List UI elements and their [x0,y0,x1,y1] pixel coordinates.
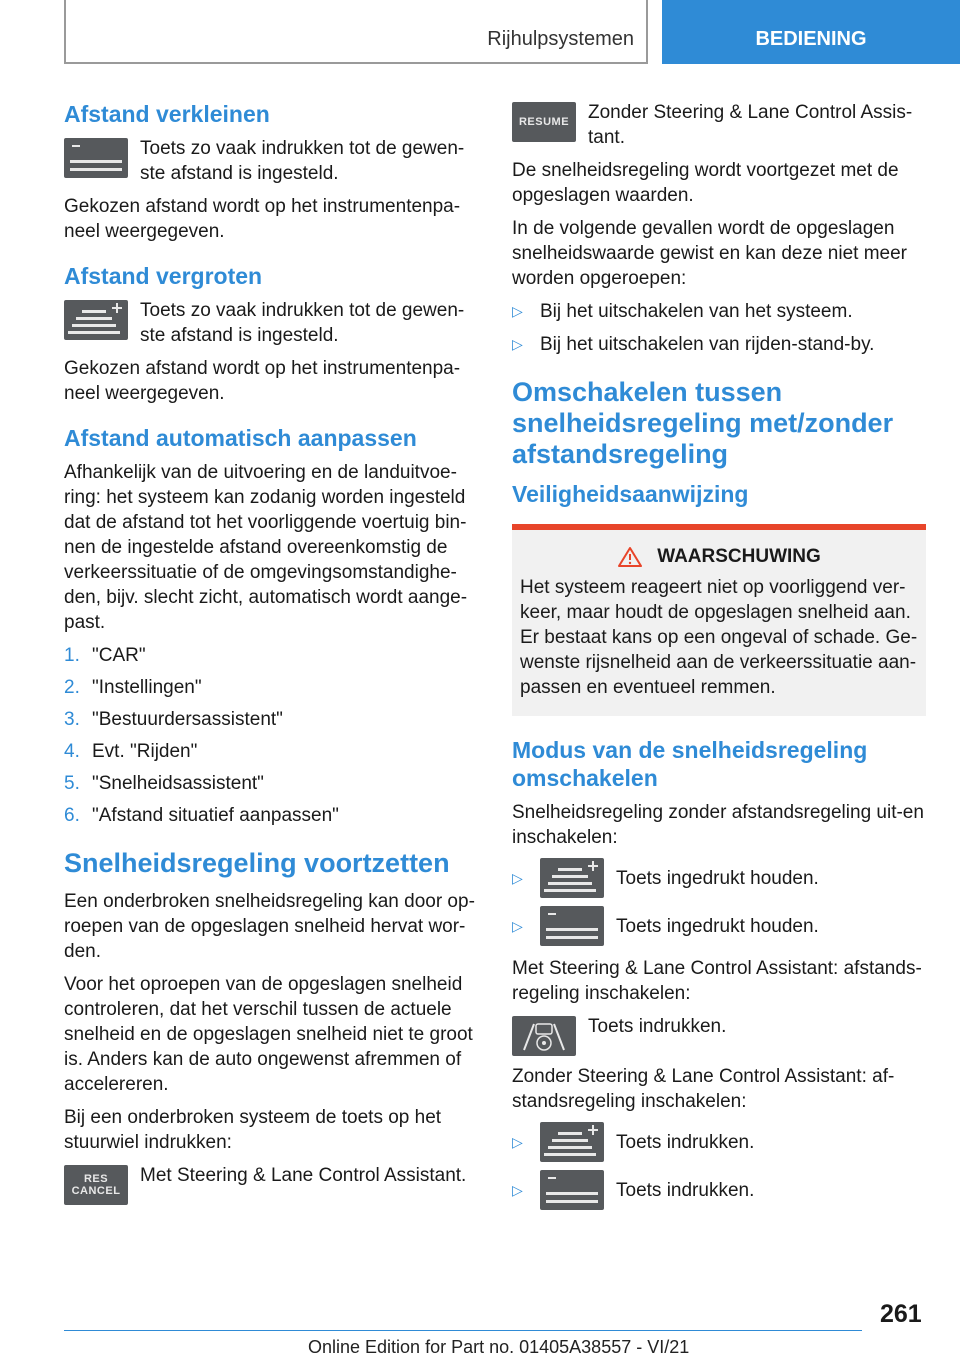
paragraph: Bij een onderbroken systeem de toets op het stuurwiel indrukken: [64,1107,442,1153]
paragraph: Gekozen afstand wordt op het instrumentenpa-neel weergegeven. [64,196,461,242]
press-list [512,1122,926,1210]
distance-plus-key-icon [540,1122,604,1162]
heading-afstand-verkleinen: Afstand verkleinen [64,101,270,127]
warning-text: Het systeem reageert niet op voorliggend ver-keer, maar houdt de opgeslagen snelheid aan. Er bestaat kans op een ongeval of schade. Ge-wenste rijsnelheid aan de verkeerssituatie aan-passen en eventueel remmen. [520,577,918,698]
key-row-plus [64,298,478,348]
key-description: Zonder Steering & Lane Control Assis-tant. [588,102,913,148]
warning-title: WAARSCHUWING [657,546,821,567]
heading-afstand-automatisch: Afstand automatisch aanpassen [64,425,417,451]
header-box [64,0,648,64]
list-item: ▷ Bij het uitschakelen van rijden-stand-by. [512,334,875,355]
list-item: 5. "Snelheidsassistent" [64,773,264,794]
res-cancel-key-icon: RES CANCEL [64,1165,128,1205]
distance-plus-key-icon [540,858,604,898]
paragraph: Afhankelijk van de uitvoering en de landuitvoe-ring: het systeem kan zodanig worden ingesteld dat de afstand tot het voorliggende voertuig bin-nen de ingestelde afstand overeenkomstig de verkeerssituatie of de omgevingsomstandighe-den, bijv. slecht zicht, automatisch wordt aange-past. [64,462,468,633]
heading-veiligheidsaanwijzing: Veiligheidsaanwijzing [512,481,749,507]
key-description: Toets zo vaak indrukken tot de gewen-ste afstand is ingesteld. [140,138,465,184]
paragraph: In de volgende gevallen wordt de opgeslagen snelheidswaarde gewist en kan deze niet meer worden opgeroepen: [512,218,908,289]
heading-snelheidsregeling-voortzetten: Snelheidsregeling voortzetten [64,848,450,878]
paragraph: Zonder Steering & Lane Control Assistant: af-standsregeling inschakelen: [512,1066,895,1112]
warning-header [520,544,918,569]
list-item: ▷ Toets indrukken. [512,1170,926,1210]
list-item: ▷ Toets ingedrukt houden. [512,906,926,946]
warning-triangle-icon [617,546,643,568]
distance-minus-key-icon [540,906,604,946]
list-item: ▷ Toets ingedrukt houden. [512,858,926,898]
triangle-bullet-icon: ▷ [512,870,523,886]
paragraph: Snelheidsregeling zonder afstandsregeling uit-en inschakelen: [512,802,924,848]
steps-list [64,643,478,828]
list-item: 1. "CAR" [64,645,146,666]
key-row-lane [512,1014,926,1056]
list-item: 6. "Afstand situatief aanpassen" [64,805,339,826]
section-title: Rijhulpsystemen [487,28,634,50]
triangle-bullet-icon: ▷ [512,1182,523,1198]
resume-key-icon: RESUME [512,102,576,142]
left-column [64,100,478,1213]
paragraph: Voor het oproepen van de opgeslagen snelheid controleren, dat het verschil tussen de actuele snelheid en de opgeslagen snelheid niet te groot is. Anders kan de auto ongewenst afremmen of accelereren. [64,974,473,1095]
list-item: 4. Evt. "Rijden" [64,741,198,762]
page-number: 261 [880,1300,922,1328]
bullet-list [512,299,926,357]
warning-box [512,524,926,716]
heading-omschakelen: Omschakelen tussen snelheidsregeling met/zonder afstandsregeling [512,377,894,469]
distance-plus-key-icon [64,300,128,340]
list-item: 3. "Bestuurdersassistent" [64,709,283,730]
heading-afstand-vergroten: Afstand vergroten [64,263,263,289]
paragraph: Met Steering & Lane Control Assistant: afstands-regeling inschakelen: [512,958,922,1004]
right-column [512,100,926,1220]
edition-text: Online Edition for Part no. 01405A38557 - VI/21 [308,1337,690,1357]
list-item: ▷ Bij het uitschakelen van het systeem. [512,301,853,322]
key-row-minus [64,136,478,186]
triangle-bullet-icon: ▷ [512,336,523,352]
heading-modus-omschakelen: Modus van de snelheidsregeling omschakelen [512,737,868,791]
list-item: 2. "Instellingen" [64,677,202,698]
key-description: Toets indrukken. [588,1016,727,1037]
triangle-bullet-icon: ▷ [512,303,523,319]
key-row-res-cancel [64,1163,478,1205]
hold-list [512,858,926,946]
footer-divider [64,1330,862,1331]
triangle-bullet-icon: ▷ [512,1134,523,1150]
paragraph: Een onderbroken snelheidsregeling kan door op-roepen van de opgeslagen snelheid hervat wor-den. [64,891,475,962]
key-description: Toets zo vaak indrukken tot de gewen-ste afstand is ingesteld. [140,300,465,346]
paragraph: De snelheidsregeling wordt voortgezet met de opgeslagen waarden. [512,160,899,206]
list-item: ▷ Toets indrukken. [512,1122,926,1162]
key-row-resume [512,100,926,150]
key-description: Met Steering & Lane Control Assistant. [140,1165,467,1186]
triangle-bullet-icon: ▷ [512,918,523,934]
distance-minus-key-icon [64,138,128,178]
chapter-tab: BEDIENING [662,0,960,64]
distance-minus-key-icon [540,1170,604,1210]
lane-assistant-key-icon [512,1016,576,1056]
paragraph: Gekozen afstand wordt op het instrumentenpa-neel weergegeven. [64,358,461,404]
